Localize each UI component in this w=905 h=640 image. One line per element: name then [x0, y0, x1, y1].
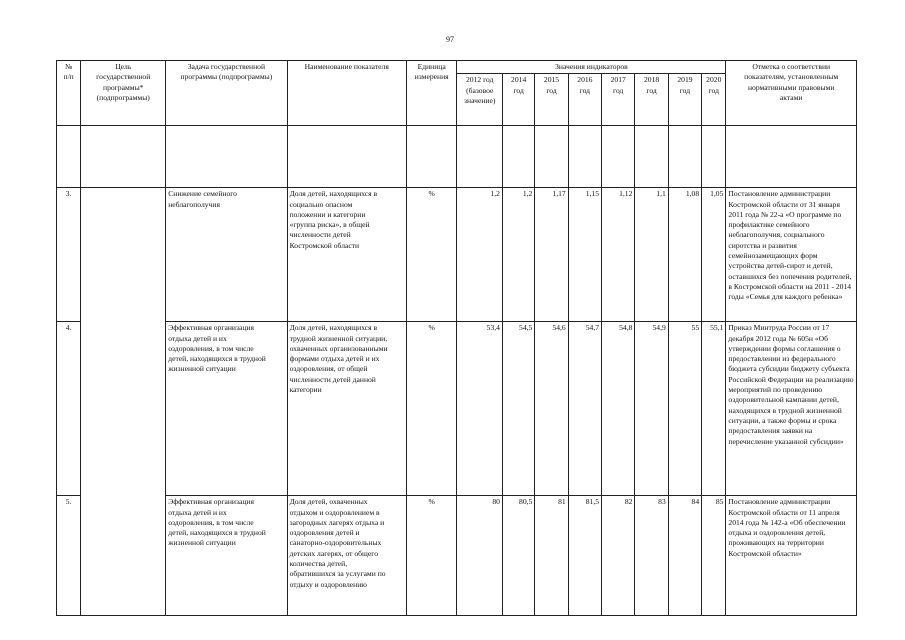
spacer-cell: [166, 126, 287, 188]
row-number: 5.: [57, 496, 81, 616]
spacer-cell: [502, 126, 534, 188]
row-note: Приказ Минтруда России от 17 декабря 2012 года № 605н «Об утверждении формы соглашения о предоставлении из федерального бюджета субсидии бюджету субъекта Российской Федерации на реализацию мероприятий по проведению оздоровительной кампании детей, находящихся в трудной жизненной ситуации, а также формы и срока предоставления заявки на перечисление указанной субсидии»: [726, 322, 857, 496]
page-number: 97: [446, 35, 454, 44]
row-value: 1,2: [502, 188, 534, 322]
row-value: 54,8: [602, 322, 635, 496]
row-value: 80,5: [502, 496, 534, 616]
row-unit: %: [406, 496, 457, 616]
row-note: Постановление администрации Костромской области от 31 января 2011 года № 22-а «О программе по профилактике семейного неблагополучия, социального сиротства и развития семейнозамещающих форм устройства детей-сирот и детей, оставшихся без попечения родителей, в Костромской области на 2011 - 2014 годы «Семья для каждого ребенка»: [726, 188, 857, 322]
row-indicator: Доля детей, находящихся в социально опасном положении и категории «группа риска», в общей численности детей Костромской области: [287, 188, 406, 322]
spacer-cell: [668, 126, 701, 188]
header-year: 2018 год: [635, 74, 668, 126]
spacer-cell: [702, 126, 726, 188]
header-year: 2020 год: [702, 74, 726, 126]
header-year: 2017 год: [602, 74, 635, 126]
indicators-table: [56, 60, 857, 616]
spacer-cell: [81, 126, 166, 188]
row-note: Постановление администрации Костромской области от 11 апреля 2014 года № 142-а «Об обеспечении отдыха и оздоровления детей, проживающих на территории Костромской области»: [726, 496, 857, 616]
header-year: 2016 год: [568, 74, 601, 126]
table-row: [57, 322, 857, 496]
row-value: 84: [668, 496, 701, 616]
row-goal: [81, 188, 166, 616]
row-value: 1,12: [602, 188, 635, 322]
row-value: 1,2: [457, 188, 503, 322]
row-value: 83: [635, 496, 668, 616]
row-number: 4.: [57, 322, 81, 496]
header-indicator: Наименование показателя: [287, 61, 406, 126]
row-value: 55,1: [702, 322, 726, 496]
header-year: 2012 год (базовое значение): [457, 74, 503, 126]
row-value: 54,6: [535, 322, 568, 496]
spacer-cell: [568, 126, 601, 188]
row-value: 81: [535, 496, 568, 616]
spacer-cell: [287, 126, 406, 188]
row-value: 53,4: [457, 322, 503, 496]
row-value: 85: [702, 496, 726, 616]
row-task: Эффективная организация отдыха детей и их оздоровления, в том числе детей, находящихся в трудной жизненной ситуации: [166, 496, 287, 616]
row-unit: %: [406, 322, 457, 496]
header-note: Отметка о соответствии показателям, установленным нормативными правовыми актами: [726, 61, 857, 126]
header-year: 2019 год: [668, 74, 701, 126]
row-value: 1,17: [535, 188, 568, 322]
header-year: 2014 год: [502, 74, 534, 126]
row-value: 54,5: [502, 322, 534, 496]
spacer-cell: [535, 126, 568, 188]
row-unit: %: [406, 188, 457, 322]
row-value: 55: [668, 322, 701, 496]
table-row: [57, 188, 857, 322]
row-value: 1,1: [635, 188, 668, 322]
row-task: Эффективная организация отдыха детей и их оздоровления, в том числе детей, находящихся в трудной жизненной ситуации: [166, 322, 287, 496]
row-value: 82: [602, 496, 635, 616]
row-value: 54,9: [635, 322, 668, 496]
row-value: 81,5: [568, 496, 601, 616]
spacer-cell: [406, 126, 457, 188]
spacer-cell: [726, 126, 857, 188]
spacer-cell: [602, 126, 635, 188]
header-unit: Единица измерения: [406, 61, 457, 126]
spacer-cell: [57, 126, 81, 188]
header-num: № п/п: [57, 61, 81, 126]
header-values: Значения индикаторов: [457, 61, 726, 74]
row-value: 1,08: [668, 188, 701, 322]
row-value: 80: [457, 496, 503, 616]
row-value: 1,05: [702, 188, 726, 322]
row-task: Снижение семейного неблагополучия: [166, 188, 287, 322]
header-goal: Цель государственной программы* (подпрограммы): [81, 61, 166, 126]
row-value: 54,7: [568, 322, 601, 496]
table-row: [57, 496, 857, 616]
header-task: Задача государственной программы (подпрограммы): [166, 61, 287, 126]
row-value: 1,15: [568, 188, 601, 322]
row-number: 3.: [57, 188, 81, 322]
row-indicator: Доля детей, находящихся в трудной жизненной ситуации, охваченных организованными формами отдыха детей и их оздоровления, от общей численности детей данной категории: [287, 322, 406, 496]
header-row-top: [57, 61, 857, 74]
spacer-cell: [635, 126, 668, 188]
spacer-cell: [457, 126, 503, 188]
header-year: 2015 год: [535, 74, 568, 126]
spacer-row: [57, 126, 857, 188]
row-indicator: Доля детей, охваченных отдыхом и оздоровлением в загородных лагерях отдыха и оздоровления детей и санаторно-оздоровительных детских лагерях, от общего количества детей, обратившихся за услугами по отдыху и оздоровлению: [287, 496, 406, 616]
